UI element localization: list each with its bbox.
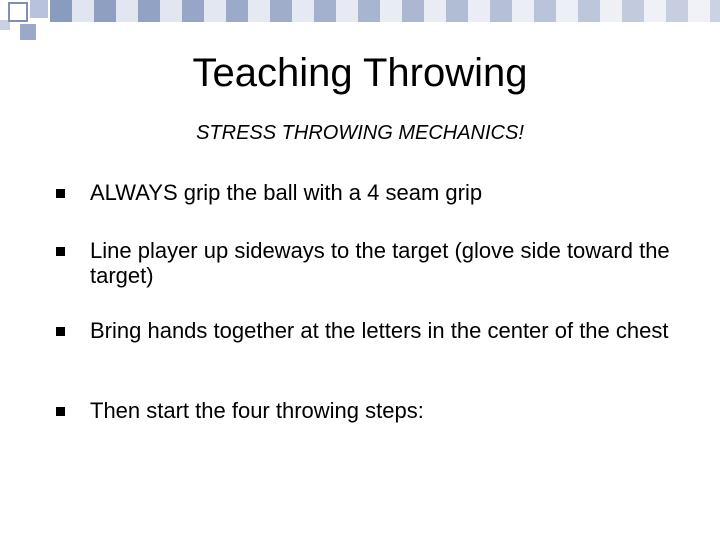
square-bullet-icon: [56, 327, 65, 336]
bullet-text: Bring hands together at the letters in the center of the chest: [90, 318, 669, 343]
bullet-text: Line player up sideways to the target (glove side toward the target): [90, 238, 670, 288]
bullet-text: ALWAYS grip the ball with a 4 seam grip: [90, 180, 483, 205]
slide-subtitle: STRESS THROWING MECHANICS!: [196, 122, 524, 144]
square-bullet-icon: [56, 247, 65, 256]
slide-title: Teaching Throwing: [192, 51, 528, 95]
square-bullet-icon: [56, 189, 65, 198]
bullet-text: Then start the four throwing steps:: [90, 398, 424, 423]
square-bullet-icon: [56, 407, 65, 416]
